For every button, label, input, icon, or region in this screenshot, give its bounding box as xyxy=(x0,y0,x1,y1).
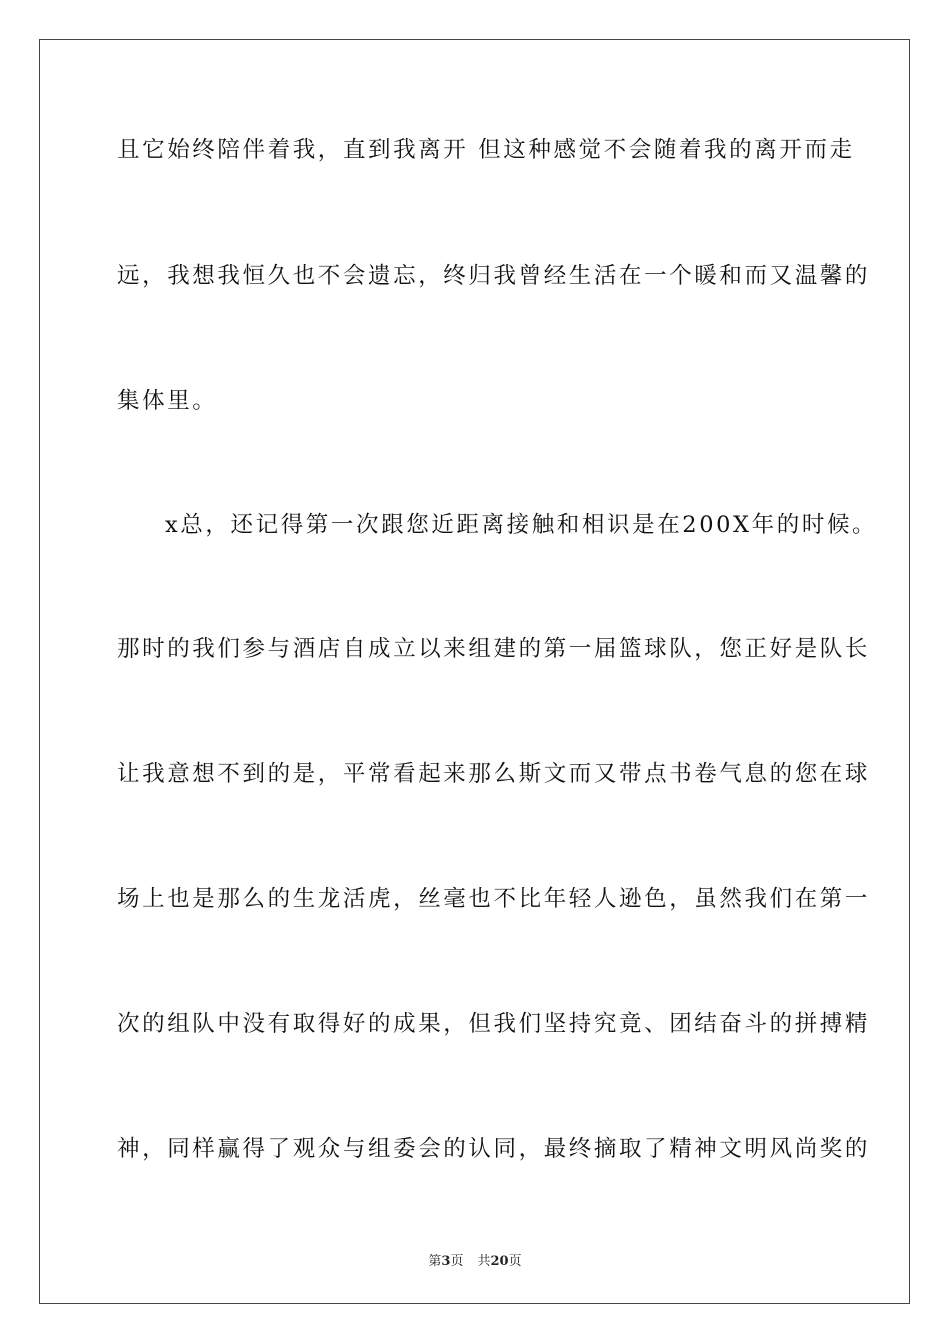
total-prefix: 共 xyxy=(477,1254,491,1269)
page-border xyxy=(39,39,910,1304)
paragraph-line: 神，同样赢得了观众与组委会的认同，最终摘取了精神文明风尚奖的 xyxy=(117,1136,871,1162)
paragraph-line: 让我意想不到的是，平常看起来那么斯文而又带点书卷气息的您在球 xyxy=(117,761,871,787)
page-suffix: 页 xyxy=(450,1254,464,1269)
paragraph-line: 集体里。 xyxy=(117,388,218,414)
paragraph-line: 次的组队中没有取得好的成果，但我们坚持究竟、团结奋斗的拼搏精 xyxy=(117,1011,871,1037)
paragraph-line: 远，我想我恒久也不会遗忘，终归我曾经生活在一个暖和而又温馨的 xyxy=(117,263,871,289)
page-footer xyxy=(0,1250,950,1269)
paragraph-line: 那时的我们参与酒店自成立以来组建的第一届篮球队，您正好是队长 xyxy=(117,636,871,662)
paragraph-line: 场上也是那么的生龙活虎，丝毫也不比年轻人逊色，虽然我们在第一 xyxy=(117,886,871,912)
page-prefix: 第 xyxy=(428,1254,442,1269)
paragraph-first-line: x总，还记得第一次跟您近距离接触和相识是在200X年的时候。 xyxy=(165,512,878,538)
page-number: 3 xyxy=(441,1254,451,1269)
total-pages: 20 xyxy=(490,1254,509,1269)
paragraph-line: 且它始终陪伴着我，直到我离开 但这种感觉不会随着我的离开而走 xyxy=(117,137,855,163)
total-suffix: 页 xyxy=(508,1254,522,1269)
